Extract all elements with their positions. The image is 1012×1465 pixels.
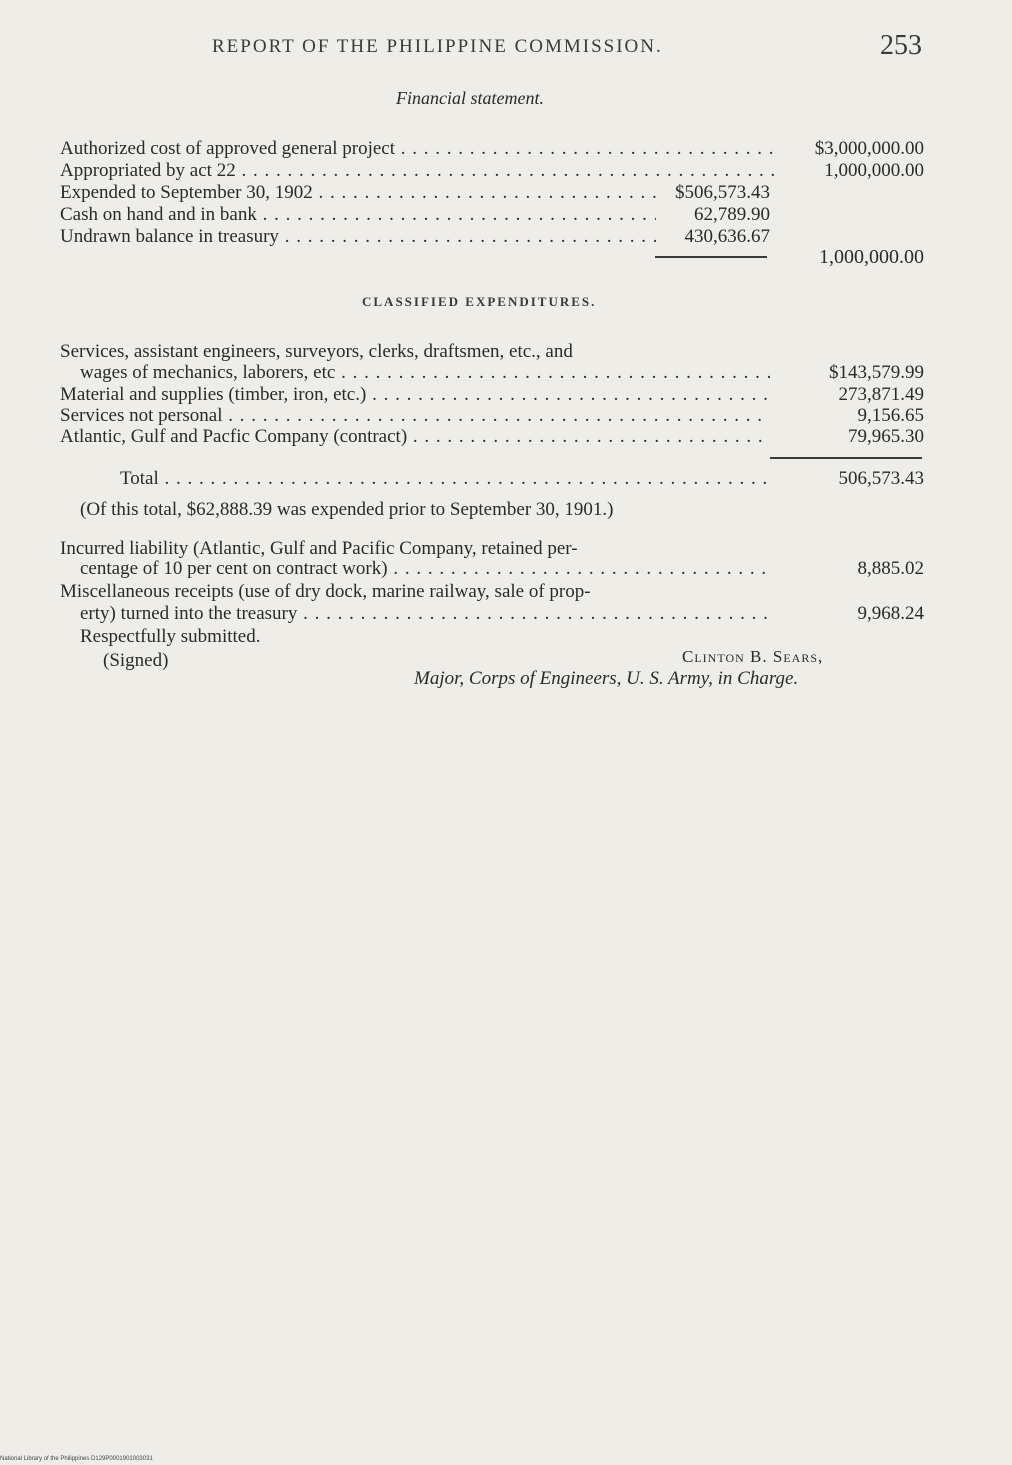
classified-expenditures-heading: CLASSIFIED EXPENDITURES. <box>362 294 597 309</box>
row-label: Services, assistant engineers, surveyors, clerks, draftsmen, etc., and <box>60 341 573 362</box>
liability-row <box>0 538 1012 560</box>
signer-name: Clinton B. Sears, <box>682 647 824 666</box>
row-amount: $143,579.99 <box>829 362 924 383</box>
financial-row <box>0 160 1012 182</box>
row-amount: 430,636.67 <box>684 226 770 247</box>
sum-rule <box>770 457 922 459</box>
signed-label: (Signed) <box>103 650 169 671</box>
row-amount: 1,000,000.00 <box>824 160 924 181</box>
classified-total: 506,573.43 <box>838 468 924 489</box>
financial-row <box>0 182 1012 204</box>
row-label: wages of mechanics, laborers, etc . . . <box>80 362 770 384</box>
classified-row <box>0 341 1012 363</box>
classified-row-continued <box>0 362 1012 384</box>
row-label: Cash on hand and in bank . . . <box>60 204 656 226</box>
page-number: 253 <box>880 30 922 61</box>
signer-rank: Major, Corps of Engineers, U. S. Army, in Charge. <box>414 668 799 689</box>
financial-statement-title: Financial statement. <box>396 88 544 108</box>
row-label: Services not personal . . . <box>60 405 770 427</box>
financial-total-row <box>0 246 1012 270</box>
classified-total-row <box>0 468 1012 490</box>
financial-row <box>0 204 1012 226</box>
row-amount: 79,965.30 <box>848 426 924 447</box>
row-label: Appropriated by act 22 . . . <box>60 160 774 182</box>
financial-total: 1,000,000.00 <box>819 246 924 268</box>
row-label: Incurred liability (Atlantic, Gulf and Pacific Company, retained per- <box>60 538 578 559</box>
expenditure-note: (Of this total, $62,888.39 was expended prior to September 30, 1901.) <box>80 499 614 520</box>
row-label: centage of 10 per cent on contract work) . . . <box>80 558 770 580</box>
row-label: Material and supplies (timber, iron, etc.) . . . <box>60 384 770 406</box>
row-amount: $3,000,000.00 <box>814 138 924 159</box>
liability-row-continued <box>0 558 1012 580</box>
classified-row <box>0 384 1012 406</box>
classified-row <box>0 426 1012 448</box>
running-header: REPORT OF THE PHILIPPINE COMMISSION. <box>212 36 663 57</box>
row-label: erty) turned into the treasury . . . <box>80 603 770 625</box>
receipts-row-continued <box>0 603 1012 625</box>
scan-footer: National Library of the Philippines D129P0001901003031 <box>0 1456 153 1462</box>
row-amount: 9,968.24 <box>857 603 924 624</box>
classified-row <box>0 405 1012 427</box>
financial-row <box>0 138 1012 160</box>
row-label: Undrawn balance in treasury . . . <box>60 226 656 248</box>
row-amount: 62,789.90 <box>694 204 770 225</box>
row-label: Expended to September 30, 1902 . . . <box>60 182 656 204</box>
row-label: Atlantic, Gulf and Pacfic Company (contract) . . . <box>60 426 770 448</box>
row-label: Miscellaneous receipts (use of dry dock, marine railway, sale of prop- <box>60 581 591 602</box>
row-amount: 273,871.49 <box>838 384 924 405</box>
row-amount: 8,885.02 <box>857 558 924 579</box>
respectfully-submitted: Respectfully submitted. <box>80 626 261 647</box>
total-label: Total . . . <box>120 468 770 490</box>
row-amount: 9,156.65 <box>857 405 924 426</box>
receipts-row <box>0 581 1012 603</box>
row-amount: $506,573.43 <box>675 182 770 203</box>
row-label: Authorized cost of approved general project . . . <box>60 138 774 160</box>
financial-row <box>0 226 1012 248</box>
